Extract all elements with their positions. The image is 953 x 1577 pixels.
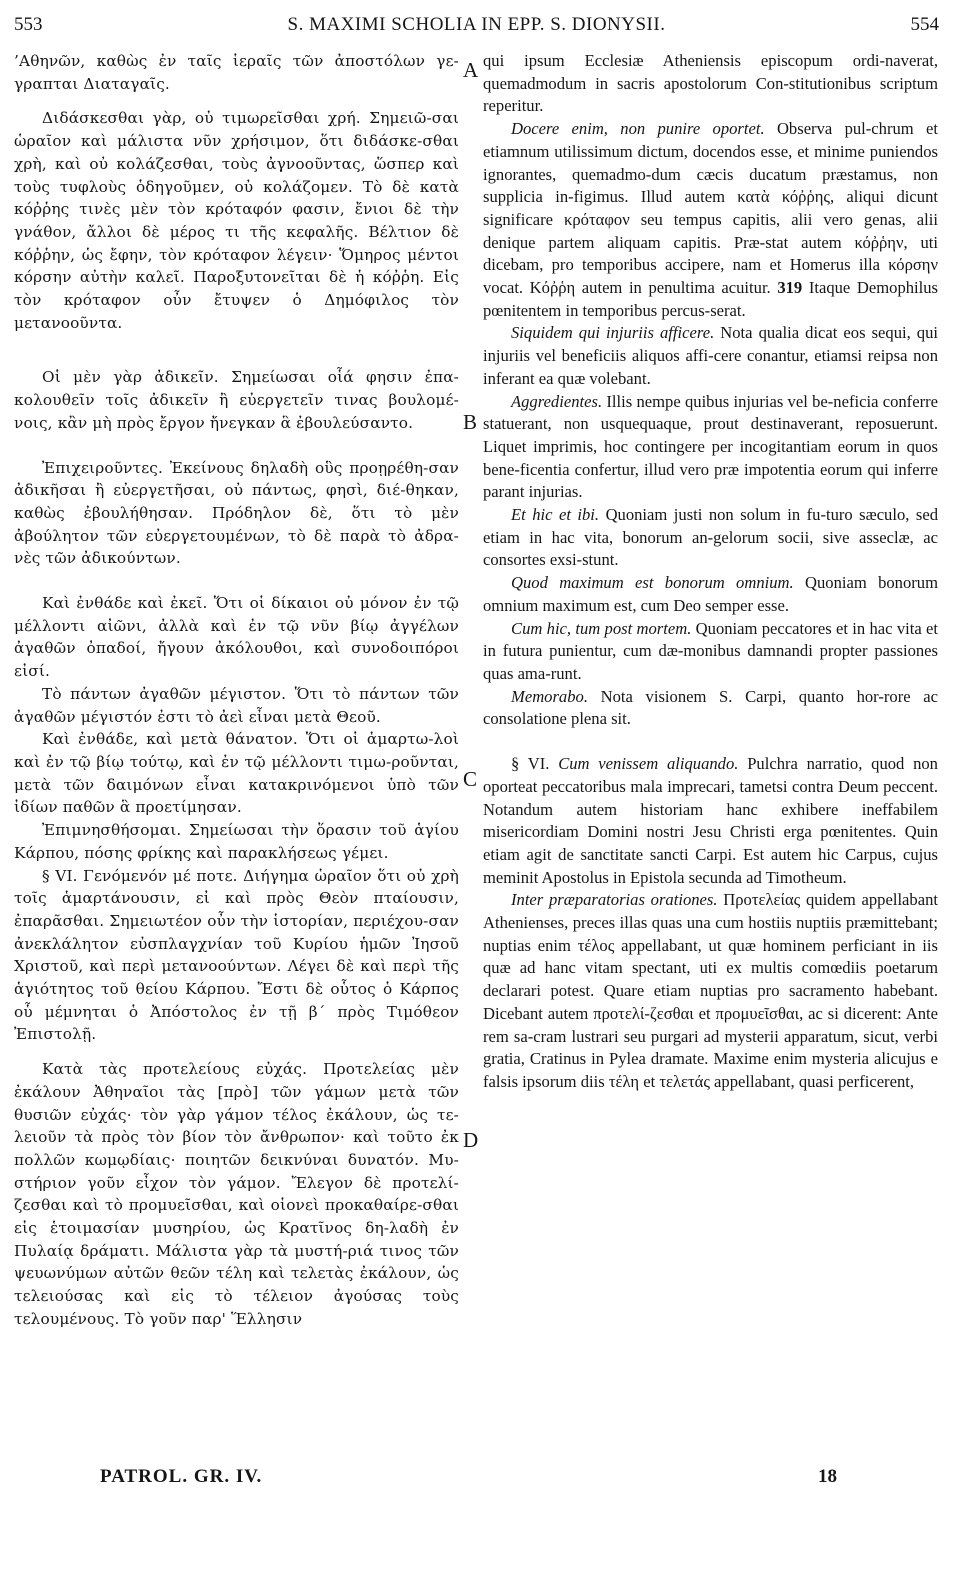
latin-text-7: Quoniam peccatores et in hac vita et in futura punientur, cum dæ-monibus damnandi propter passiones quas ama-runt. [483,618,938,683]
latin-column [483,50,938,1094]
signature-mark: PATROL. GR. IV. [100,1466,263,1487]
latin-lemma-9: Cum venissem aliquando. [558,754,739,774]
latin-paragraph-8 [483,686,938,731]
latin-text-8: Nota visionem S. Carpi, quanto hor-rore ac consolatione plena sit. [483,686,938,729]
latin-lemma-2: Docere enim, non punire oportet. [511,119,765,139]
latin-text-9: Pulchra narratio, quod non oporteat peccatoribus mala imprecari, tametsi contra Deum peccent. Notandum autem historiam hanc exhibere ineffabilem misericordiam Domini nostri Jesu Christi erga pœnitentes. Quin etiam agit de sanctitate sancti Carpi. Est autem hic Carpus, cujus meminit Apostolus in Epistola secunda ad Timotheum. [483,754,938,887]
margin-marker-a: A [463,58,479,82]
latin-paragraph-9 [483,753,938,889]
latin-text-3: Nota qualia dicat eos sequi, qui injuriis vel beneficiis aliquos affi-cere conantur, etiamsi reipsa non inferant ea quæ volebant. [483,323,938,388]
greek-paragraph-7: Καὶ ἐνθάδε, καὶ μετὰ θάνατον. Ὅτι οἱ ἁμαρτω-λοὶ καὶ ἐν τῷ βίῳ τούτῳ, καὶ ἐν τῷ μέλλοντι τιμω-ροῦνται, μετὰ τῶν δαιμόνων εἶναι κατακρινόμενοι ὑπὸ τῶν ἰδίων παθῶν ἃ προετίμησαν. [14,730,459,817]
page-number-left: 553 [14,14,43,35]
greek-paragraph-3: Οἱ μὲν γὰρ ἀδικεῖν. Σημείωσαι οἷά φησιν ἐπα-κολουθεῖν τοῖς ἀδικεῖν ἢ εὐεργετεῖν τινας βουλομέ-νοις, κἂν μὴ πρὸς ἔργον ἤνεγκαν ἃ ἐβουλεύσαντο. [14,368,459,432]
latin-paragraph-2 [483,118,938,322]
running-title: S. MAXIMI SCHOLIA IN EPP. S. DIONYSII. [287,14,666,35]
latin-lemma-10: Inter præparatorias orationes. [511,890,718,910]
margin-marker-d: D [463,1128,479,1152]
latin-text-6: Quoniam bonorum omnium maximum est, cum Deo semper esse. [483,573,938,615]
greek-paragraph-5: Καὶ ἐνθάδε καὶ ἐκεῖ. Ὅτι οἱ δίκαιοι οὐ μόνον ἐν τῷ μέλλοντι αἰῶνι, ἀλλὰ καὶ ἐν τῷ νῦν βίῳ ἀγγέλων ἀγαθῶν ὀπαδοί, ἤγουν ἀκόλουθοι, καὶ συνοδοιπόροι εἰσί. [14,594,459,681]
latin-paragraph-1: qui ipsum Ecclesiæ Atheniensis episcopum ordi-naverat, quemadmodum in sacris apostolorum Con-stitutionibus scriptum reperitur. [483,51,938,116]
margin-marker-c: C [463,767,478,791]
latin-text-2b: Itaque Demophilus pœnitentem in temporibus percus-serat. [483,278,939,320]
latin-lemma-8: Memorabo. [511,686,588,706]
latin-paragraph-6 [483,572,938,617]
column-number: 319 [777,278,803,298]
latin-text-5: Quoniam justi non solum in fu-turo sæculo, sed etiam in hac vita, bonorum an-gelorum socii, sive asseclæ, ac consortes exsi-stunt. [483,505,938,570]
greek-paragraph-10: Κατὰ τὰς προτελείους εὐχάς. Προτελείας μὲν ἐκάλουν Ἀθηναῖοι τὰς [πρὸ] τῶν γάμων μετὰ τῶν θυσιῶν εὐχάς· τὸν γὰρ γάμον τέλος ἐκάλουν, ὡς τε-λειοῦν τὰ πρὸς τὸν βίον τὸν ἄνθρωπον· καὶ τοῦτο ἐκ πολλῶν κωμῳδίαις· ποιητῶν δεικνύναι δυνατόν. Μυ-στήριον γοῦν εἶχον τὸν γάμον. Ἔλεγον δὲ προτελί-ζεσθαι καὶ τὸ προμυεῖσθαι, καὶ οἱονεὶ προκαθαίρε-σθαι εἰς ἑτοιμασίαν μυσηρίου, ὡς Κρατῖνος δη-λαδὴ ἐν Πυλαίᾳ δράματι. Μάλιστα γὰρ τὰ μυστή-ριά τινος τῶν ψευωνύμων αὐτῶν θεῶν τέλη καὶ τελετὰς ἐκάλουν, ὡς τελειούσας καὶ εἰς τὸ τέλειον ἀγούσας τοὺς τελουμένους. Τὸ γοῦν παρ' Ἕλλησιν [14,1060,459,1328]
latin-paragraph-7 [483,618,938,686]
latin-paragraph-5 [483,504,938,572]
latin-lemma-6: Quod maximum est bonorum omnium. [511,573,794,593]
latin-lemma-4: Aggredientes. [511,391,603,411]
latin-text-4: Illis nempe quibus injurias vel be-neficia conferre statuerant, non usquequaque, prout destinaverant, reposuerunt. Liquet imprimis, hoc contingere per incogitantiam eorum in quos bene-ficentia confertur, illud vero præ impotentia eorum qui inferre parant injurias. [483,391,938,502]
greek-paragraph-9: § VI. Γενόμενόν μέ ποτε. Διήγημα ὡραῖον ὅτι οὐ χρὴ τοῖς ἁμαρτάνουσιν, εἰ καὶ πρὸς Θεὸν πταίουσιν, ἐπαρᾶσθαι. Σημειωτέον οὖν τὴν ἱστορίαν, περιέχου-σαν ἀνεκλάλητον εὐσπλαγχνίαν τοῦ Κυρίου ἡμῶν Ἰησοῦ Χριστοῦ, καὶ περὶ μετανοούντων. Λέγει δὲ καὶ περὶ τῆς ἁγιότητος τοῦ θείου Κάρπου. Ἔστι δὲ οὗτος ὁ Κάρπος οὗ μέμνηται ὁ Ἀπόστολος ἐν τῇ β΄ πρὸς Τιμόθεον Ἐπιστολῇ. [14,866,459,1044]
latin-text-10: Προτελείας quidem appellabant Athenienses, preces illas quas una cum hostiis nuptiis præmittebant; nuptias enim τέλος appellabant, ut quæ hominem perficiant in iis quæ ad hanc vitam spectant, uti ex multis comœdiis poetarum declarari potest. Quare etiam nuptias pro sacramento habebant. Dicebant autem προτελί-ζεσθαι et προμυεῖσθαι, ac si dicerent: Ante rem sa-cram lustrari seu purgari ad mysterii apparatum, sicut, verbi gratia, Cratinus in Pylea dramate. Maxime enim mysteria alicujus e falsis ipsorum diis τέλη et τελετάς appellabant, quasi perficerent, [483,890,938,1091]
latin-paragraph-10 [483,889,938,1093]
page-header [14,14,939,44]
margin-marker-b: B [463,410,478,434]
greek-paragraph-2: Διδάσκεσθαι γὰρ, οὐ τιμωρεῖσθαι χρή. Σημειῶ-σαι ὡραῖον καὶ μάλιστα νῦν χρήσιμον, ὅτι διδάσκε-σθαι χρὴ, καὶ οὐ κολάζεσθαι, τοὺς ἀγνοοῦντας, ὥσπερ καὶ τοὺς τυφλοὺς ὁδηγοῦμεν, οὐ κολάζομεν. Τὸ δὲ κατὰ κόῤῥης τινὲς μὲν τὸν κρόταφόν φασιν, ἔνιοι δὲ τὴν γνάθον, ἄλλοι δὲ μέρος τι τῆς κεφαλῆς. Βέλτιον δὲ κόῤῥην, ὡς ἔφην, τὸν κρόταφον λέγειν· Ὅμηρος μέντοι κόρσην αὐτὴν καλεῖ. Παροξυτονεῖται δὲ ἡ κόῤῥη. Εἰς τὸν κρόταφον οὖν ἔτυψεν ὁ Δημόφιλος τὸν μετανοοῦντα. [14,109,459,332]
greek-paragraph-8: Ἐπιμνησθήσομαι. Σημείωσαι τὴν ὅρασιν τοῦ ἁγίου Κάρπου, πόσης φρίκης καὶ παρακλήσεως γέμει. [14,821,459,862]
latin-lemma-5: Et hic et ibi. [511,505,600,525]
greek-paragraph-6: Τὸ πάντων ἀγαθῶν μέγιστον. Ὅτι τὸ πάντων τῶν ἀγαθῶν μέγιστόν ἐστι τὸ ἀεὶ εἶναι μετὰ Θεοῦ. [14,684,459,726]
latin-lemma-7: Cum hic, tum post mortem. [511,618,692,638]
greek-paragraph-1: ’Αθηνῶν, καθὼς ἐν ταῖς ἱεραῖς τῶν ἀποστόλων γε-γραπται Διαταγαῖς. [14,52,459,93]
greek-paragraph-4: Ἐπιχειροῦντες. Ἐκείνους δηλαδὴ οὓς προῃρέθη-σαν ἀδικῆσαι ἢ εὐεργετῆσαι, οὐ πάντως, φησὶ, διέ-θηκαν, καθὼς ἐβουλήθησαν. Πρόδηλον δὲ, ὅτι τὸ μὲν ἀβούλητον τῶν εὐεργετουμένων, τὸ δὲ παρὰ τὸ ἀδρα-νὲς τῶν ἀδικούντων. [14,458,459,568]
greek-column [14,50,459,1331]
page-number-right: 554 [910,14,939,35]
latin-lemma-3: Siquidem qui injuriis afficere. [511,323,715,343]
latin-paragraph-4 [483,391,938,505]
latin-paragraph-3 [483,322,938,390]
sheet-number: 18 [818,1466,837,1487]
latin-text-2a: Observa pul-chrum et etiamnum utilissimum dictum, docendos esse, et minime puniendos ignorantes, quemadmo-dum cæcis ducatum præstamus, non supplicia in-figimus. Illud autem κατὰ κόῤῥης, aliqui dicunt significare κρόταφον seu tempus capitis, alii vero genas, alii denique partem aliquam capitis. Præ-stat autem κόῤῥην, uti dicebam, pro temporibus accipere, nam et Homerus illa κόρσην vocat. Κόῤῥη autem in penultima acuitur. [483,119,938,298]
section-mark: § VI. [511,754,550,774]
